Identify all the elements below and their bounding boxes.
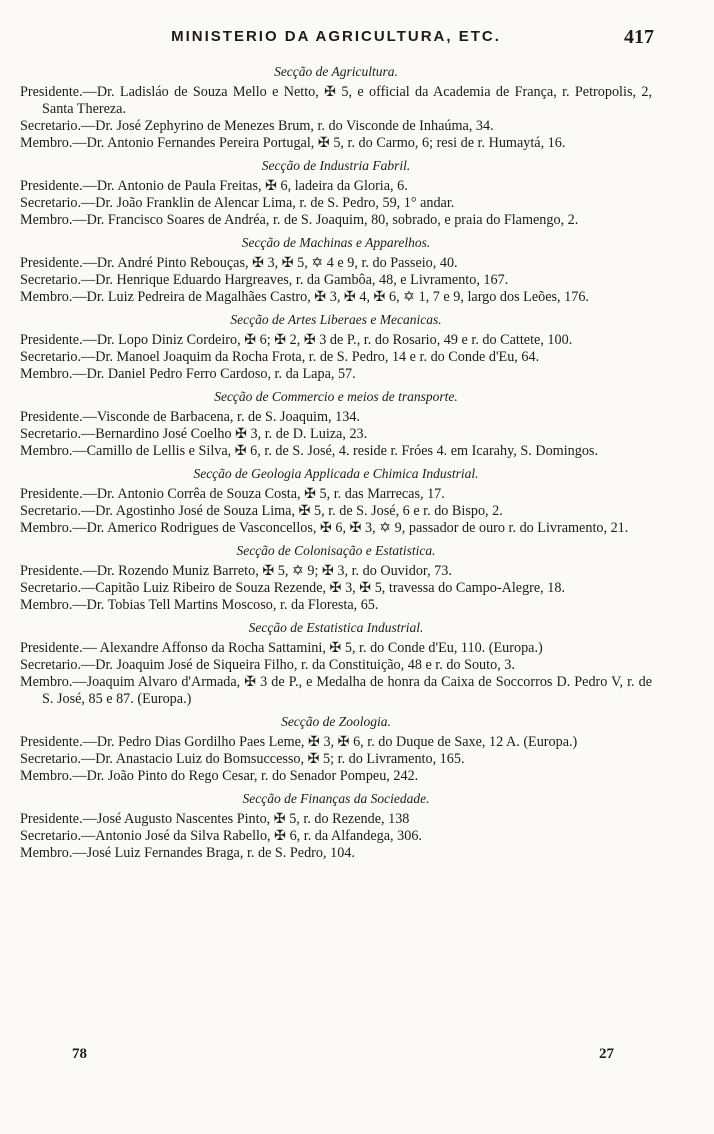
member-entry: Secretario.—Dr. João Franklin de Alencar Lima, r. de S. Pedro, 59, 1° andar. bbox=[20, 195, 455, 211]
section-title: Secção de Industria Fabril. bbox=[261, 158, 411, 173]
section-title: Secção de Commercio e meios de transporte. bbox=[214, 389, 458, 404]
section-title: Secção de Agricultura. bbox=[274, 64, 398, 79]
member-entry: Secretario.—Bernardino José Coelho ✠ 3, r. de D. Luiza, 23. bbox=[20, 426, 368, 442]
member-entry: Secretario.—Dr. Joaquim José de Siqueira Filho, r. da Constituição, 48 e r. do Souto, 3. bbox=[20, 657, 515, 673]
member-entry: Presidente.— Alexandre Affonso da Rocha Sattamini, ✠ 5, r. do Conde d'Eu, 110. (Europa.) bbox=[20, 640, 543, 656]
member-entry: Presidente.—Dr. Rozendo Muniz Barreto, ✠ 5, ✡ 9; ✠ 3, r. do Ouvidor, 73. bbox=[20, 563, 452, 579]
section bbox=[20, 64, 652, 152]
member-entry: Membro.—José Luiz Fernandes Braga, r. de S. Pedro, 104. bbox=[20, 845, 355, 861]
member-entry: Presidente.—Dr. Pedro Dias Gordilho Paes Leme, ✠ 3, ✠ 6, r. do Duque de Saxe, 12 A. (Europa.) bbox=[20, 734, 578, 750]
member-entry: Presidente.—José Augusto Nascentes Pinto, ✠ 5, r. do Rezende, 138 bbox=[20, 811, 410, 827]
member-entry: Secretario.—Dr. Henrique Eduardo Hargreaves, r. da Gambôa, 48, e Livramento, 167. bbox=[20, 272, 509, 288]
section bbox=[20, 714, 652, 785]
page-number: 417 bbox=[624, 26, 654, 48]
running-header bbox=[20, 28, 652, 58]
member-entry: Secretario.—Capitão Luiz Ribeiro de Souza Rezende, ✠ 3, ✠ 5, travessa do Campo-Alegre, 18. bbox=[20, 580, 566, 596]
signature-mark-left: 78 bbox=[72, 1046, 87, 1062]
member-entry: Membro.—Dr. Francisco Soares de Andréa, r. de S. Joaquim, 80, sobrado, e praia do Flamengo, 2. bbox=[20, 212, 579, 228]
section-title: Secção de Machinas e Apparelhos. bbox=[241, 235, 431, 250]
member-entry: Secretario.—Antonio José da Silva Rabello, ✠ 6, r. da Alfandega, 306. bbox=[20, 828, 422, 844]
section bbox=[20, 312, 652, 383]
member-entry: Presidente.—Dr. Antonio de Paula Freitas, ✠ 6, ladeira da Gloria, 6. bbox=[20, 178, 408, 194]
member-entry: Presidente.—Dr. André Pinto Rebouças, ✠ 3, ✠ 5, ✡ 4 e 9, r. do Passeio, 40. bbox=[20, 255, 458, 271]
running-title: MINISTERIO DA AGRICULTURA, ETC. bbox=[171, 28, 501, 45]
member-entry: Membro.—Dr. Antonio Fernandes Pereira Portugal, ✠ 5, r. do Carmo, 6; resi de r. Humaytá, 16. bbox=[20, 135, 566, 151]
member-entry: Secretario.—Dr. José Zephyrino de Menezes Brum, r. do Visconde de Inhaúma, 34. bbox=[20, 118, 494, 134]
member-entry: Membro.—Camillo de Lellis e Silva, ✠ 6, r. de S. José, 4. reside r. Fróes 4. em Icarahy, S. Domingos. bbox=[20, 443, 598, 459]
section bbox=[20, 235, 652, 306]
member-entry: Membro.—Dr. João Pinto do Rego Cesar, r. do Senador Pompeu, 242. bbox=[20, 768, 419, 784]
member-entry: Membro.—Dr. Daniel Pedro Ferro Cardoso, r. da Lapa, 57. bbox=[20, 366, 356, 382]
section bbox=[20, 158, 652, 229]
section bbox=[20, 620, 652, 708]
member-entry: Presidente.—Dr. Antonio Corrêa de Souza Costa, ✠ 5, r. das Marrecas, 17. bbox=[20, 486, 445, 502]
signature-mark-right: 27 bbox=[599, 1046, 614, 1062]
sections-container bbox=[20, 64, 652, 862]
section-title: Secção de Finanças da Sociedade. bbox=[242, 791, 430, 806]
section-title: Secção de Zoologia. bbox=[281, 714, 391, 729]
member-entry: Membro.—Dr. Luiz Pedreira de Magalhães Castro, ✠ 3, ✠ 4, ✠ 6, ✡ 1, 7 e 9, largo dos Leões, 176. bbox=[20, 289, 589, 305]
member-entry: Membro.—Joaquim Alvaro d'Armada, ✠ 3 de P., e Medalha de honra da Caixa de Soccorros D. Pedro V, r. de S. José, 85 e 87. (Europa.) bbox=[20, 674, 652, 707]
member-entry: Membro.—Dr. Americo Rodrigues de Vasconcellos, ✠ 6, ✠ 3, ✡ 9, passador de ouro r. do Livramento, 21. bbox=[20, 520, 629, 536]
section-title: Secção de Colonisação e Estatistica. bbox=[236, 543, 436, 558]
section bbox=[20, 466, 652, 537]
member-entry: Secretario.—Dr. Anastacio Luiz do Bomsuccesso, ✠ 5; r. do Livramento, 165. bbox=[20, 751, 465, 767]
member-entry: Presidente.—Dr. Ladisláo de Souza Mello e Netto, ✠ 5, e official da Academia de França, r. Petropolis, 2, Santa Thereza. bbox=[20, 84, 652, 117]
member-entry: Secretario.—Dr. Manoel Joaquim da Rocha Frota, r. de S. Pedro, 14 e r. do Conde d'Eu, 64. bbox=[20, 349, 540, 365]
member-entry: Presidente.—Visconde de Barbacena, r. de S. Joaquim, 134. bbox=[20, 409, 360, 425]
section-title: Secção de Artes Liberaes e Mecanicas. bbox=[230, 312, 442, 327]
section-title: Secção de Geologia Applicada e Chimica Industrial. bbox=[193, 466, 479, 481]
member-entry: Presidente.—Dr. Lopo Diniz Cordeiro, ✠ 6; ✠ 2, ✠ 3 de P., r. do Rosario, 49 e r. do Cattete, 100. bbox=[20, 332, 573, 348]
member-entry: Secretario.—Dr. Agostinho José de Souza Lima, ✠ 5, r. de S. José, 6 e r. do Bispo, 2. bbox=[20, 503, 503, 519]
section-title: Secção de Estatistica Industrial. bbox=[248, 620, 424, 635]
member-entry: Membro.—Dr. Tobias Tell Martins Moscoso, r. da Floresta, 65. bbox=[20, 597, 379, 613]
section bbox=[20, 543, 652, 614]
section bbox=[20, 791, 652, 862]
section bbox=[20, 389, 652, 460]
